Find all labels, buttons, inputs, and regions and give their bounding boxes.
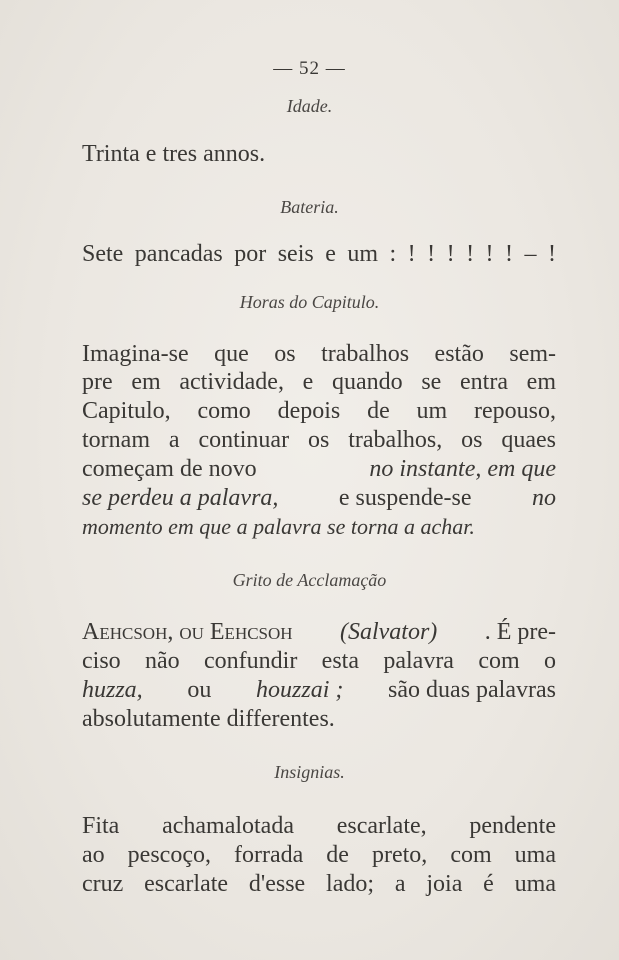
horas-line-7-italic: momento em que a palavra se torna a achar.: [82, 514, 475, 539]
grito-line-3-ou: ou: [187, 677, 212, 703]
grito-line-2: ciso não confundir esta palavra com o: [82, 648, 556, 674]
horas-line-4: tornam a continuar os trabalhos, os quaes: [82, 427, 556, 453]
grito-line-3-huzza: huzza,: [82, 677, 143, 703]
grito-line-3: [82, 676, 556, 704]
horas-line-7: [82, 513, 556, 541]
grito-line-1-word: Aehcsoh, ou Eehcsoh: [82, 619, 293, 645]
bateria-text: Sete pancadas por seis e um : ! ! ! ! ! ! – !: [82, 241, 556, 267]
grito-line-1: [82, 618, 556, 646]
horas-line-5-roman: começam de novo: [82, 456, 257, 482]
horas-line-5: [82, 455, 556, 483]
insignias-line-1: Fita achamalotada escarlate, pendente: [82, 813, 556, 839]
page-number: — 52 —: [273, 58, 346, 79]
grito-line-4: absolutamente differentes.: [82, 706, 335, 732]
grito-line-1-italic: (Salvator): [339, 619, 438, 645]
insignias-line-3: cruz escarlate d'esse lado; a joia é uma: [82, 871, 556, 897]
grito-line-3-houzzai: houzzai ;: [256, 677, 344, 703]
horas-line-2: pre em actividade, e quando se entra em: [82, 369, 556, 395]
horas-line-6: [82, 484, 556, 512]
grito-line-3-end: são duas palavras: [388, 677, 556, 703]
idade-text: Trinta e tres annos.: [82, 141, 266, 167]
horas-line-6-roman: e suspende-se: [338, 485, 472, 511]
heading-grito: Grito de Acclamação: [232, 570, 387, 590]
insignias-line-2: ao pescoço, forrada de preto, com uma: [82, 842, 556, 868]
horas-line-1: Imagina-se que os trabalhos estão sem-: [82, 341, 556, 367]
horas-line-6-italic: se perdeu a palavra,: [82, 485, 279, 511]
horas-line-3: Capitulo, como depois de um repouso,: [82, 398, 556, 424]
heading-horas: Horas do Capitulo.: [239, 292, 380, 312]
grito-line-1-end: . É pre-: [484, 619, 556, 645]
horas-line-6-italic-end: no: [532, 485, 556, 511]
horas-line-5-italic: no instante, em que: [369, 456, 556, 482]
heading-idade: Idade.: [286, 96, 333, 116]
heading-insignias: Insignias.: [274, 762, 345, 782]
heading-bateria: Bateria.: [280, 197, 339, 217]
